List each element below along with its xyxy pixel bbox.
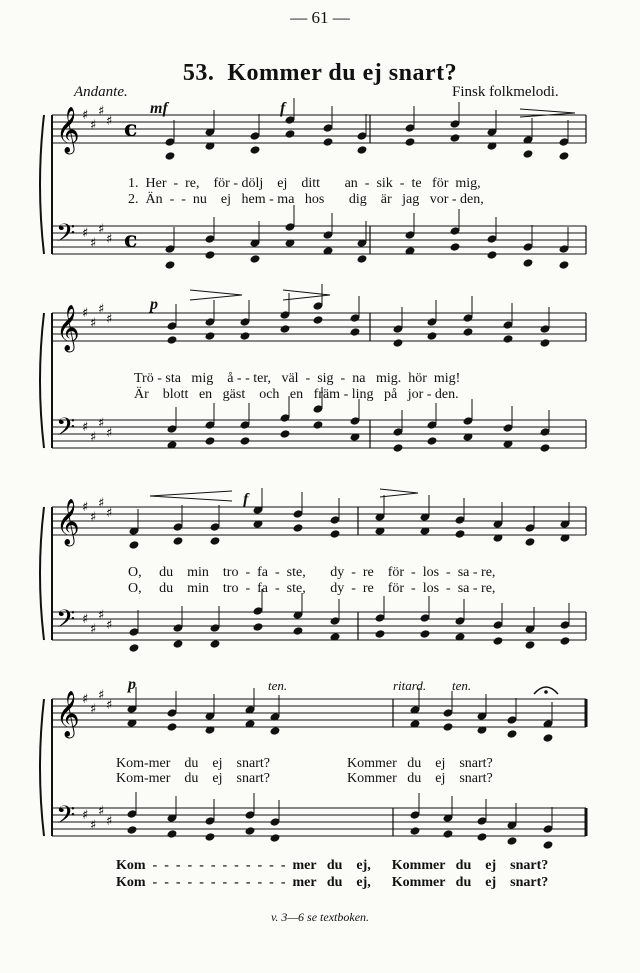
note-head [405, 137, 416, 147]
tempo-marking: Andante. [74, 84, 128, 100]
brace [40, 507, 44, 640]
dynamic-p: p [150, 296, 158, 313]
sharp-icon: ♯ [106, 232, 113, 247]
treble-clef-icon: 𝄞 [56, 305, 80, 351]
note-head [455, 529, 466, 539]
sharp-icon: ♯ [98, 496, 105, 511]
crescendo-hairpin [150, 491, 232, 501]
note-head [250, 254, 261, 264]
note-head [525, 640, 536, 650]
sharp-icon: ♯ [82, 612, 89, 627]
source-note: Finsk folkmelodi. [452, 84, 559, 100]
sharp-icon: ♯ [98, 104, 105, 119]
dynamic-p: p [128, 676, 136, 693]
note-head [270, 726, 281, 736]
sharp-icon: ♯ [82, 692, 89, 707]
note-head [250, 145, 261, 155]
note-head [410, 826, 421, 836]
note-head [205, 331, 216, 341]
note-head [507, 729, 518, 739]
sharp-icon: ♯ [98, 688, 105, 703]
note-head [543, 840, 554, 850]
sharp-icon: ♯ [82, 226, 89, 241]
note-head [525, 537, 536, 547]
note-head [205, 832, 216, 842]
note-head [323, 137, 334, 147]
brace [40, 699, 44, 836]
decrescendo-hairpin [520, 109, 575, 117]
note-head [393, 443, 404, 453]
note-head [493, 636, 504, 646]
note-head [427, 331, 438, 341]
note-head [210, 639, 221, 649]
lyric-line: Kom-mer du ej snart? Kommer du ej snart? [116, 771, 493, 786]
note-head [357, 254, 368, 264]
sharp-icon: ♯ [106, 114, 113, 129]
sharp-icon: ♯ [106, 814, 113, 829]
note-head [253, 622, 264, 632]
note-head [167, 335, 178, 345]
bass-lyric-line: Kom - - - - - - - - - - - - mer du ej, Kommer du ej snart? [116, 858, 549, 873]
tenuto-marking: ten. [452, 678, 472, 693]
note-head [507, 836, 518, 846]
sharp-icon: ♯ [90, 510, 97, 525]
lyric-line: 1. Her - re, för - dölj ej ditt an - sik - te för mig, [128, 176, 481, 191]
note-head [523, 258, 534, 268]
note-head [543, 733, 554, 743]
bass-clef-icon: 𝄢 [56, 605, 76, 640]
lyric-line: O, du min tro - fa - ste, dy - re för - los - sa - re, [128, 581, 496, 596]
sharp-icon: ♯ [106, 312, 113, 327]
sharp-icon: ♯ [82, 500, 89, 515]
sharp-icon: ♯ [90, 316, 97, 331]
sharp-icon: ♯ [106, 426, 113, 441]
sharp-icon: ♯ [82, 108, 89, 123]
note-head [540, 338, 551, 348]
note-head [165, 260, 176, 270]
note-head [129, 540, 140, 550]
note-head [330, 529, 341, 539]
note-head [205, 250, 216, 260]
sharp-icon: ♯ [90, 118, 97, 133]
sharp-icon: ♯ [106, 506, 113, 521]
brace [40, 313, 44, 448]
treble-clef-icon: 𝄞 [56, 107, 80, 153]
note-head [393, 338, 404, 348]
dynamic-f: f [280, 100, 286, 117]
note-head [173, 536, 184, 546]
note-head [210, 536, 221, 546]
note-head [427, 436, 438, 446]
note-head [280, 429, 291, 439]
bass-clef-icon: 𝄢 [56, 801, 76, 836]
sharp-icon: ♯ [90, 818, 97, 833]
dynamic-f: f [243, 491, 249, 508]
sharp-icon: ♯ [90, 236, 97, 251]
common-time-icon: c [124, 227, 138, 253]
sharp-icon: ♯ [82, 808, 89, 823]
note-head [285, 129, 296, 139]
note-head [463, 327, 474, 337]
decrescendo-hairpin [283, 290, 330, 300]
footer-note: v. 3—6 se textboken. [270, 910, 370, 924]
note-head [313, 420, 324, 430]
note-head [487, 250, 498, 260]
note-head [167, 722, 178, 732]
ritardando-marking: ritard. [393, 678, 427, 693]
sharp-icon: ♯ [98, 416, 105, 431]
lyric-line: Trö - sta mig å - - ter, väl - sig - na mig. hör mig! [134, 371, 461, 386]
sharp-icon: ♯ [106, 698, 113, 713]
note-head [205, 436, 216, 446]
note-head [240, 331, 251, 341]
sharp-icon: ♯ [90, 622, 97, 637]
note-head [173, 639, 184, 649]
note-head [240, 436, 251, 446]
lyric-line: O, du min tro - fa - ste, dy - re för - los - sa - re, [128, 565, 496, 580]
note-head [350, 327, 361, 337]
note-head [559, 260, 570, 270]
sharp-icon: ♯ [82, 420, 89, 435]
note-head [270, 833, 281, 843]
note-head [443, 722, 454, 732]
note-head [450, 133, 461, 143]
treble-clef-icon: 𝄞 [56, 499, 80, 545]
bass-clef-icon: 𝄢 [56, 413, 76, 448]
treble-clef-icon: 𝄞 [56, 691, 80, 737]
brace [40, 115, 44, 254]
note-head [167, 829, 178, 839]
sharp-icon: ♯ [98, 222, 105, 237]
note-head [560, 636, 571, 646]
note-head [313, 315, 324, 325]
tenuto-marking: ten. [268, 678, 288, 693]
note-head [280, 324, 291, 334]
sharp-icon: ♯ [90, 430, 97, 445]
note-head [420, 629, 431, 639]
page-number: — 61 — [290, 8, 350, 27]
note-head [559, 151, 570, 161]
lyric-line: Kom-mer du ej snart? Kommer du ej snart? [116, 756, 493, 771]
note-head [443, 829, 454, 839]
note-head [375, 629, 386, 639]
note-head [523, 149, 534, 159]
decrescendo-hairpin [380, 489, 418, 497]
note-head [245, 826, 256, 836]
note-head [293, 626, 304, 636]
note-head [129, 643, 140, 653]
sharp-icon: ♯ [98, 804, 105, 819]
note-head [540, 443, 551, 453]
lyric-line: 2. Än - - nu ej hem - ma hos dig är jag vor - den, [128, 192, 484, 207]
sharp-icon: ♯ [90, 702, 97, 717]
song-title: 53. Kommer du ej snart? [182, 60, 458, 86]
decrescendo-hairpin [190, 290, 242, 300]
sharp-icon: ♯ [98, 608, 105, 623]
sharp-icon: ♯ [98, 302, 105, 317]
lyric-line: Är blott en gäst och en främ - ling på jor - den. [134, 387, 459, 402]
bass-lyric-line: Kom - - - - - - - - - - - - mer du ej, Kommer du ej snart? [116, 875, 549, 890]
note-head [450, 242, 461, 252]
note-head [357, 145, 368, 155]
note-head [165, 151, 176, 161]
bass-clef-icon: 𝄢 [56, 219, 76, 254]
note-head [477, 832, 488, 842]
note-head [503, 334, 514, 344]
sharp-icon: ♯ [82, 306, 89, 321]
sharp-icon: ♯ [106, 618, 113, 633]
dynamic-mf: mf [150, 100, 168, 117]
fermata-dot [544, 690, 548, 694]
note-head [127, 825, 138, 835]
common-time-icon: c [124, 116, 138, 142]
note-head [293, 523, 304, 533]
